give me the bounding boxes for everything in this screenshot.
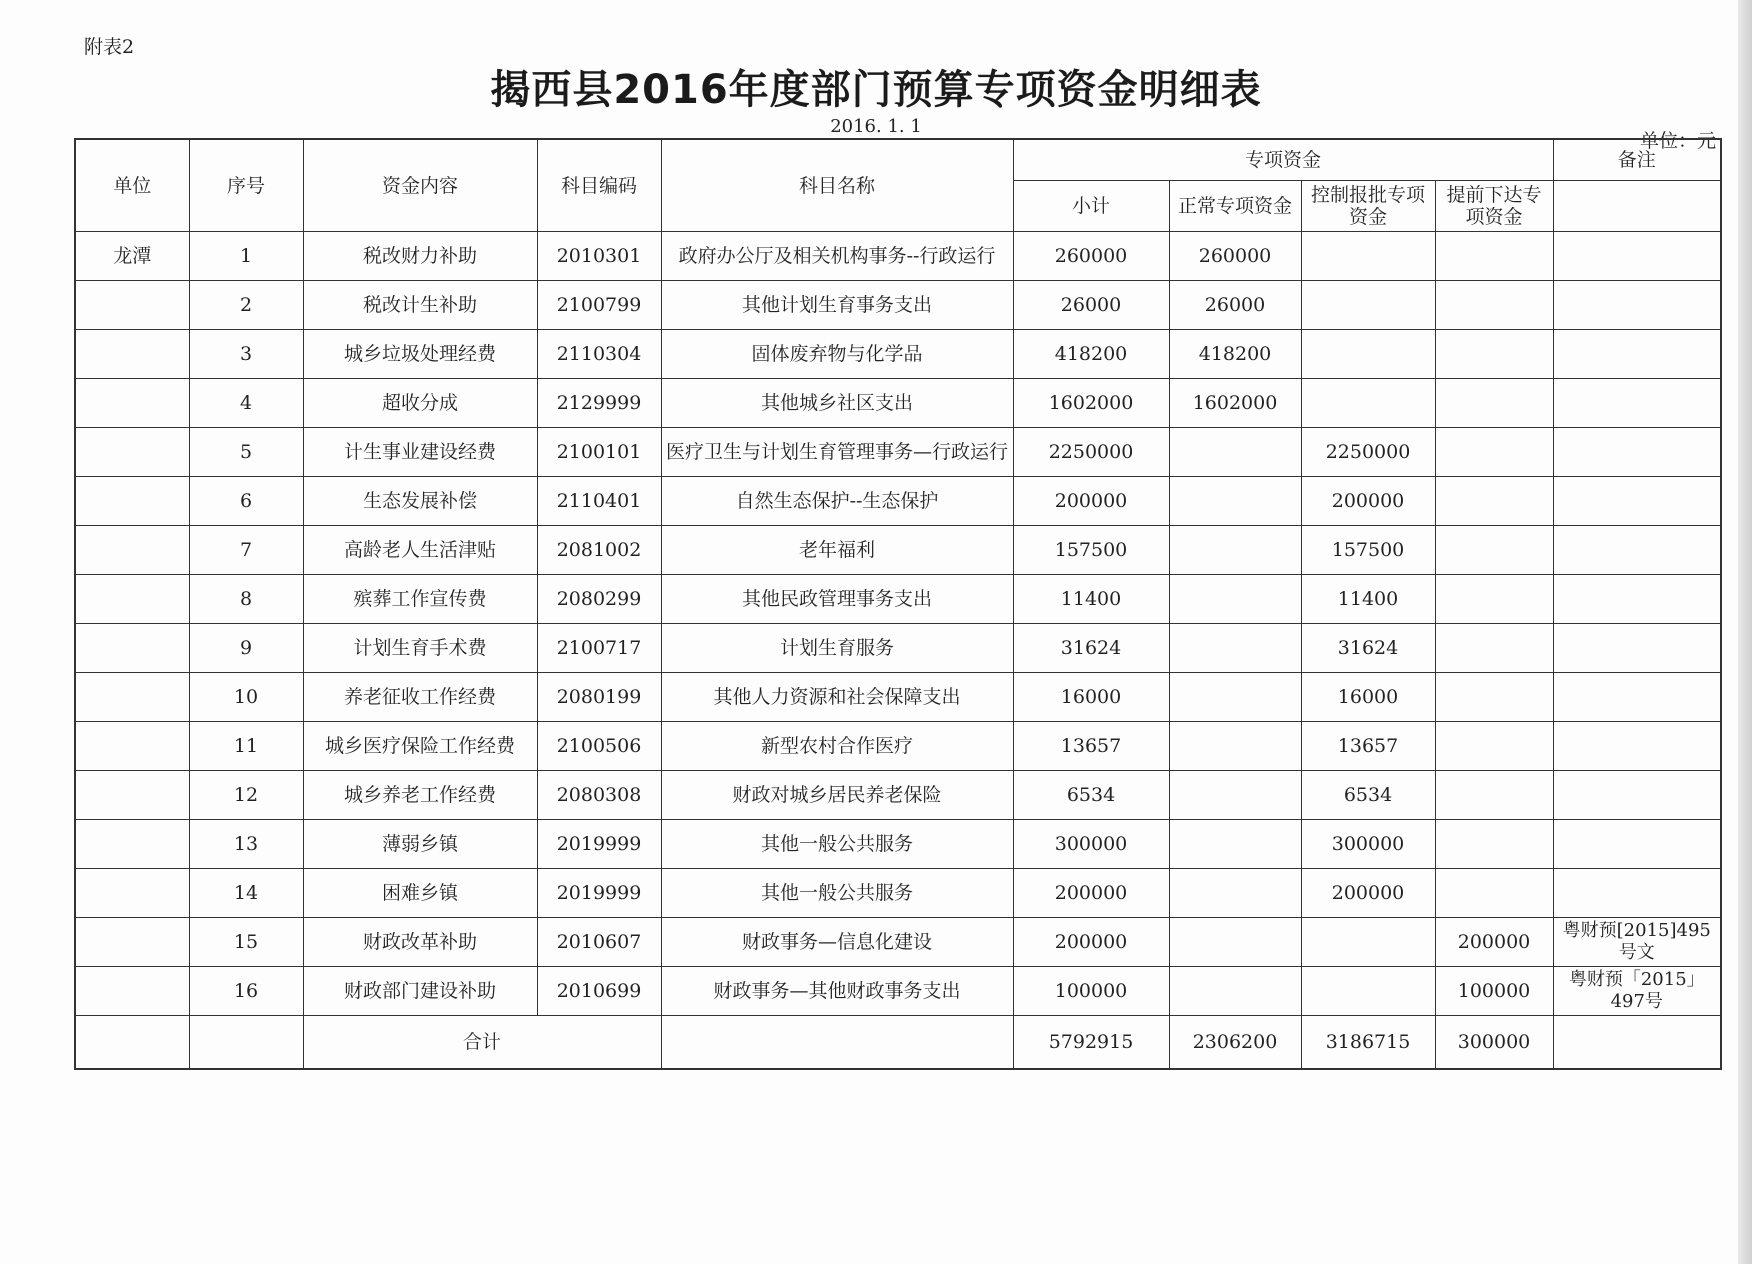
- document-date: 2016. 1. 1: [830, 116, 922, 137]
- cell-unit: [75, 820, 189, 869]
- cell-code: 2129999: [537, 379, 661, 428]
- cell-unit: [75, 967, 189, 1016]
- cell-advance: 100000: [1435, 967, 1553, 1016]
- cell-content: 薄弱乡镇: [303, 820, 537, 869]
- cell-code: 2019999: [537, 820, 661, 869]
- cell-seq: 2: [189, 281, 303, 330]
- cell-content: 财政部门建设补助: [303, 967, 537, 1016]
- header-remark: 备注: [1553, 139, 1721, 181]
- cell-name: 其他城乡社区支出: [661, 379, 1013, 428]
- cell-seq: 8: [189, 575, 303, 624]
- table-row: [75, 232, 1721, 281]
- cell-code: 2080199: [537, 673, 661, 722]
- cell-normal: [1169, 918, 1301, 967]
- cell-subtotal: 300000: [1013, 820, 1169, 869]
- cell-remark: [1553, 820, 1721, 869]
- cell-code: 2100717: [537, 624, 661, 673]
- cell-seq: 10: [189, 673, 303, 722]
- cell-name: 其他民政管理事务支出: [661, 575, 1013, 624]
- cell-seq: 15: [189, 918, 303, 967]
- total-control: 3186715: [1301, 1016, 1435, 1070]
- cell-control: [1301, 967, 1435, 1016]
- cell-control: 200000: [1301, 477, 1435, 526]
- header-normal: 正常专项资金: [1169, 181, 1301, 232]
- table-row: [75, 330, 1721, 379]
- cell-remark: [1553, 428, 1721, 477]
- cell-remark: [1553, 869, 1721, 918]
- header-subtotal: 小计: [1013, 181, 1169, 232]
- cell-remark: [1553, 232, 1721, 281]
- cell-subtotal: 16000: [1013, 673, 1169, 722]
- cell-subtotal: 200000: [1013, 869, 1169, 918]
- cell-normal: [1169, 477, 1301, 526]
- cell-name: 其他一般公共服务: [661, 820, 1013, 869]
- cell-unit: [75, 722, 189, 771]
- cell-unit: [75, 330, 189, 379]
- total-blank-unit: [75, 1016, 189, 1070]
- table-row: [75, 722, 1721, 771]
- cell-unit: [75, 281, 189, 330]
- cell-normal: [1169, 575, 1301, 624]
- cell-advance: [1435, 771, 1553, 820]
- cell-name: 其他计划生育事务支出: [661, 281, 1013, 330]
- cell-content: 困难乡镇: [303, 869, 537, 918]
- cell-remark: [1553, 281, 1721, 330]
- cell-content: 计生事业建设经费: [303, 428, 537, 477]
- cell-advance: [1435, 379, 1553, 428]
- cell-remark: [1553, 575, 1721, 624]
- cell-content: 高龄老人生活津贴: [303, 526, 537, 575]
- cell-normal: [1169, 526, 1301, 575]
- total-remark: [1553, 1016, 1721, 1070]
- cell-control: [1301, 918, 1435, 967]
- total-label: 合计: [303, 1016, 661, 1070]
- table-row: [75, 673, 1721, 722]
- total-normal: 2306200: [1169, 1016, 1301, 1070]
- scan-edge: [1738, 0, 1752, 1264]
- cell-unit: [75, 673, 189, 722]
- header-name: 科目名称: [661, 139, 1013, 232]
- cell-subtotal: 260000: [1013, 232, 1169, 281]
- table-row: [75, 575, 1721, 624]
- cell-subtotal: 31624: [1013, 624, 1169, 673]
- table-row: [75, 526, 1721, 575]
- header-advance: 提前下达专项资金: [1435, 181, 1553, 232]
- cell-control: 13657: [1301, 722, 1435, 771]
- cell-content: 税改财力补助: [303, 232, 537, 281]
- cell-normal: [1169, 624, 1301, 673]
- cell-seq: 7: [189, 526, 303, 575]
- cell-remark: [1553, 771, 1721, 820]
- cell-normal: [1169, 967, 1301, 1016]
- cell-code: 2110401: [537, 477, 661, 526]
- table-row: [75, 624, 1721, 673]
- table-body: [75, 232, 1721, 1070]
- cell-name: 财政对城乡居民养老保险: [661, 771, 1013, 820]
- cell-normal: [1169, 771, 1301, 820]
- cell-remark: [1553, 330, 1721, 379]
- cell-control: [1301, 379, 1435, 428]
- budget-table: [74, 138, 1722, 1070]
- document-title: 揭西县2016年度部门预算专项资金明细表: [490, 67, 1262, 113]
- total-blank-seq: [189, 1016, 303, 1070]
- table-row: [75, 477, 1721, 526]
- cell-seq: 16: [189, 967, 303, 1016]
- cell-normal: 418200: [1169, 330, 1301, 379]
- cell-content: 超收分成: [303, 379, 537, 428]
- total-advance: 300000: [1435, 1016, 1553, 1070]
- cell-content: 养老征收工作经费: [303, 673, 537, 722]
- cell-normal: [1169, 722, 1301, 771]
- cell-unit: [75, 477, 189, 526]
- cell-normal: 26000: [1169, 281, 1301, 330]
- cell-subtotal: 1602000: [1013, 379, 1169, 428]
- cell-subtotal: 418200: [1013, 330, 1169, 379]
- cell-seq: 14: [189, 869, 303, 918]
- cell-control: 6534: [1301, 771, 1435, 820]
- cell-unit: [75, 379, 189, 428]
- header-unit: 单位: [75, 139, 189, 232]
- cell-seq: 12: [189, 771, 303, 820]
- cell-code: 2010607: [537, 918, 661, 967]
- cell-code: 2100506: [537, 722, 661, 771]
- cell-subtotal: 157500: [1013, 526, 1169, 575]
- cell-code: 2080299: [537, 575, 661, 624]
- header-remark-blank: [1553, 181, 1721, 232]
- cell-seq: 4: [189, 379, 303, 428]
- cell-code: 2100101: [537, 428, 661, 477]
- cell-control: 11400: [1301, 575, 1435, 624]
- appendix-label: 附表2: [84, 36, 135, 58]
- cell-advance: [1435, 330, 1553, 379]
- cell-content: 城乡垃圾处理经费: [303, 330, 537, 379]
- cell-advance: [1435, 673, 1553, 722]
- cell-content: 殡葬工作宣传费: [303, 575, 537, 624]
- cell-advance: [1435, 575, 1553, 624]
- header-special: 专项资金: [1013, 139, 1553, 181]
- cell-subtotal: 6534: [1013, 771, 1169, 820]
- cell-unit: [75, 428, 189, 477]
- cell-normal: 1602000: [1169, 379, 1301, 428]
- cell-subtotal: 26000: [1013, 281, 1169, 330]
- cell-control: 300000: [1301, 820, 1435, 869]
- cell-code: 2081002: [537, 526, 661, 575]
- cell-remark: [1553, 526, 1721, 575]
- cell-content: 城乡医疗保险工作经费: [303, 722, 537, 771]
- cell-advance: [1435, 428, 1553, 477]
- header-code: 科目编码: [537, 139, 661, 232]
- cell-name: 其他一般公共服务: [661, 869, 1013, 918]
- cell-advance: [1435, 281, 1553, 330]
- cell-seq: 6: [189, 477, 303, 526]
- cell-name: 政府办公厅及相关机构事务--行政运行: [661, 232, 1013, 281]
- cell-advance: [1435, 526, 1553, 575]
- cell-seq: 9: [189, 624, 303, 673]
- cell-name: 财政事务—其他财政事务支出: [661, 967, 1013, 1016]
- cell-unit: [75, 526, 189, 575]
- cell-unit: 龙潭: [75, 232, 189, 281]
- table-row: [75, 918, 1721, 967]
- table-row: [75, 428, 1721, 477]
- cell-normal: [1169, 820, 1301, 869]
- cell-content: 生态发展补偿: [303, 477, 537, 526]
- cell-name: 固体废弃物与化学品: [661, 330, 1013, 379]
- cell-name: 自然生态保护--生态保护: [661, 477, 1013, 526]
- cell-control: 31624: [1301, 624, 1435, 673]
- cell-name: 财政事务—信息化建设: [661, 918, 1013, 967]
- cell-content: 财政改革补助: [303, 918, 537, 967]
- cell-normal: [1169, 869, 1301, 918]
- cell-advance: [1435, 477, 1553, 526]
- cell-advance: [1435, 624, 1553, 673]
- cell-normal: 260000: [1169, 232, 1301, 281]
- cell-control: [1301, 232, 1435, 281]
- cell-seq: 3: [189, 330, 303, 379]
- cell-remark: 粤财预[2015]495号文: [1553, 918, 1721, 967]
- cell-unit: [75, 575, 189, 624]
- cell-name: 计划生育服务: [661, 624, 1013, 673]
- cell-control: 2250000: [1301, 428, 1435, 477]
- cell-advance: [1435, 232, 1553, 281]
- total-subtotal: 5792915: [1013, 1016, 1169, 1070]
- cell-seq: 13: [189, 820, 303, 869]
- cell-unit: [75, 771, 189, 820]
- cell-content: 税改计生补助: [303, 281, 537, 330]
- cell-remark: [1553, 624, 1721, 673]
- header-control: 控制报批专项资金: [1301, 181, 1435, 232]
- cell-control: 200000: [1301, 869, 1435, 918]
- cell-seq: 1: [189, 232, 303, 281]
- cell-code: 2110304: [537, 330, 661, 379]
- header-seq: 序号: [189, 139, 303, 232]
- cell-content: 计划生育手术费: [303, 624, 537, 673]
- table-row: [75, 379, 1721, 428]
- cell-subtotal: 2250000: [1013, 428, 1169, 477]
- cell-seq: 11: [189, 722, 303, 771]
- table-row: [75, 820, 1721, 869]
- table-row: [75, 771, 1721, 820]
- table-row: [75, 869, 1721, 918]
- cell-unit: [75, 869, 189, 918]
- cell-advance: [1435, 820, 1553, 869]
- cell-advance: 200000: [1435, 918, 1553, 967]
- cell-code: 2080308: [537, 771, 661, 820]
- cell-name: 医疗卫生与计划生育管理事务—行政运行: [661, 428, 1013, 477]
- cell-content: 城乡养老工作经费: [303, 771, 537, 820]
- cell-subtotal: 100000: [1013, 967, 1169, 1016]
- cell-normal: [1169, 428, 1301, 477]
- table-row: [75, 281, 1721, 330]
- cell-name: 其他人力资源和社会保障支出: [661, 673, 1013, 722]
- cell-remark: [1553, 673, 1721, 722]
- cell-code: 2100799: [537, 281, 661, 330]
- cell-seq: 5: [189, 428, 303, 477]
- total-row: [75, 1016, 1721, 1070]
- cell-control: 16000: [1301, 673, 1435, 722]
- cell-normal: [1169, 673, 1301, 722]
- cell-remark: [1553, 379, 1721, 428]
- currency-unit: 单位：元: [1639, 130, 1716, 152]
- cell-unit: [75, 624, 189, 673]
- cell-advance: [1435, 722, 1553, 771]
- cell-subtotal: 200000: [1013, 918, 1169, 967]
- cell-unit: [75, 918, 189, 967]
- header-content: 资金内容: [303, 139, 537, 232]
- cell-subtotal: 200000: [1013, 477, 1169, 526]
- total-blank-name: [661, 1016, 1013, 1070]
- cell-code: 2019999: [537, 869, 661, 918]
- cell-remark: 粤财预「2015」497号: [1553, 967, 1721, 1016]
- cell-remark: [1553, 722, 1721, 771]
- cell-name: 老年福利: [661, 526, 1013, 575]
- cell-name: 新型农村合作医疗: [661, 722, 1013, 771]
- cell-subtotal: 13657: [1013, 722, 1169, 771]
- cell-control: 157500: [1301, 526, 1435, 575]
- cell-subtotal: 11400: [1013, 575, 1169, 624]
- cell-advance: [1435, 869, 1553, 918]
- cell-control: [1301, 281, 1435, 330]
- cell-code: 2010699: [537, 967, 661, 1016]
- cell-code: 2010301: [537, 232, 661, 281]
- cell-control: [1301, 330, 1435, 379]
- table-row: [75, 967, 1721, 1016]
- cell-remark: [1553, 477, 1721, 526]
